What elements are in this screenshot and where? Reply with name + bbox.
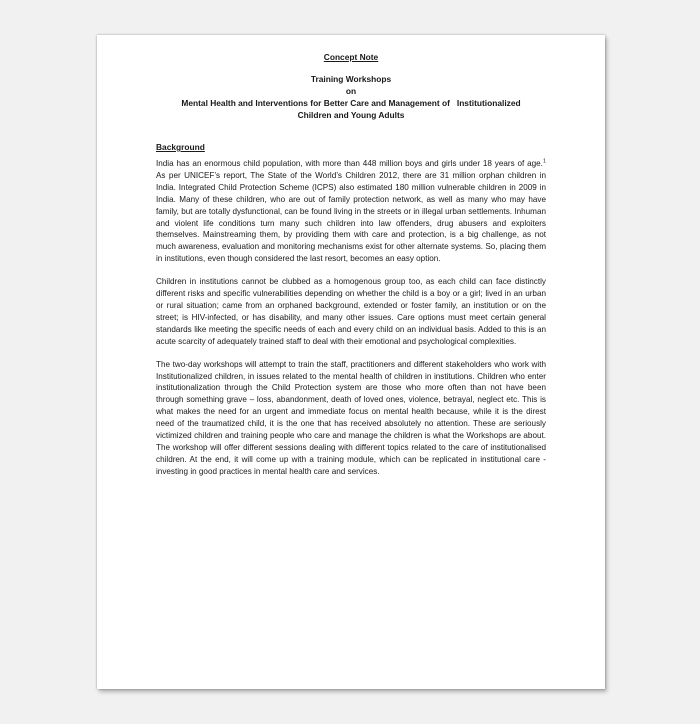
title-on-line: on	[345, 86, 357, 96]
paragraph-1-start: India has an enormous child population, with more than 448 million boys and girls under 18 years of age.	[156, 159, 543, 168]
section-heading-background: Background	[156, 142, 205, 152]
paragraph-2: Children in institutions cannot be clubbed as a homogenous group too, as each child can face distinctly different risks and specific vulnerabilities depending on whether the child is a boy or a girl; lived in an urban or rural situation; came from an orphaned background, extended or foster family, an institution or on the street; is HIV-infected, or has disability, and many other issues. Care options must meet certain general standards like meeting the specific needs of each and every child on an individual basis. Added to this is an acute scarcity of adequately trained staff to deal with their emotional and psychological complexities.	[156, 277, 546, 346]
concept-note-title: Concept Note	[323, 52, 379, 62]
document-page	[97, 35, 605, 689]
subject-line-2: Children and Young Adults	[297, 110, 405, 120]
workshop-title-line: Training Workshops	[310, 74, 392, 84]
paragraph-1-rest: As per UNICEF’s report, The State of the World’s Children 2012, there are 31 million orphan children in India. Integrated Child Protection Scheme (ICPS) also estimated 180 million vulnerable children in 2009 in India. Many of these children, who are out of family protection network, as well as many who may have family, but are totally dysfunctional, can be found living in the streets or in illegal urban settlements. Inhuman and violent life conditions turn many such children into law offenders, drug abusers and exploiters themselves. Mainstreaming them, by providing them with care and protection, is a big challenge, as not much awareness, evaluation and monitoring mechanisms exist for other alternate systems. So, placing them in institutions, even though considered the last resort, becomes an easy option.	[156, 170, 546, 264]
subject-line-1: Mental Health and Interventions for Better Care and Management of Institutionalized	[181, 98, 521, 108]
footnote-marker: 1	[542, 158, 546, 165]
paragraph-1	[156, 158, 546, 265]
paragraph-3: The two-day workshops will attempt to train the staff, practitioners and different stakeholders who work with Institutionalized children, in issues related to the mental health of children in institutions. Children who enter institutionalization through the Child Protection system are those who more often than not have been through something grave – loss, abandonment, death of loved ones, violence, betrayal, neglect etc. This is what makes the need for an urgent and immediate focus on mental health because, while it is the direst need of the traumatized child, it is the one that has received absolutely no attention. These are seriously victimized children and training people who care and manage the children is what the Workshops are about. The workshop will offer different sessions dealing with different topics related to the care of institutionalised children. At the end, it will come up with a training module, which can be replicated in institutional care - investing in good practices in mental health care and services.	[156, 359, 546, 476]
